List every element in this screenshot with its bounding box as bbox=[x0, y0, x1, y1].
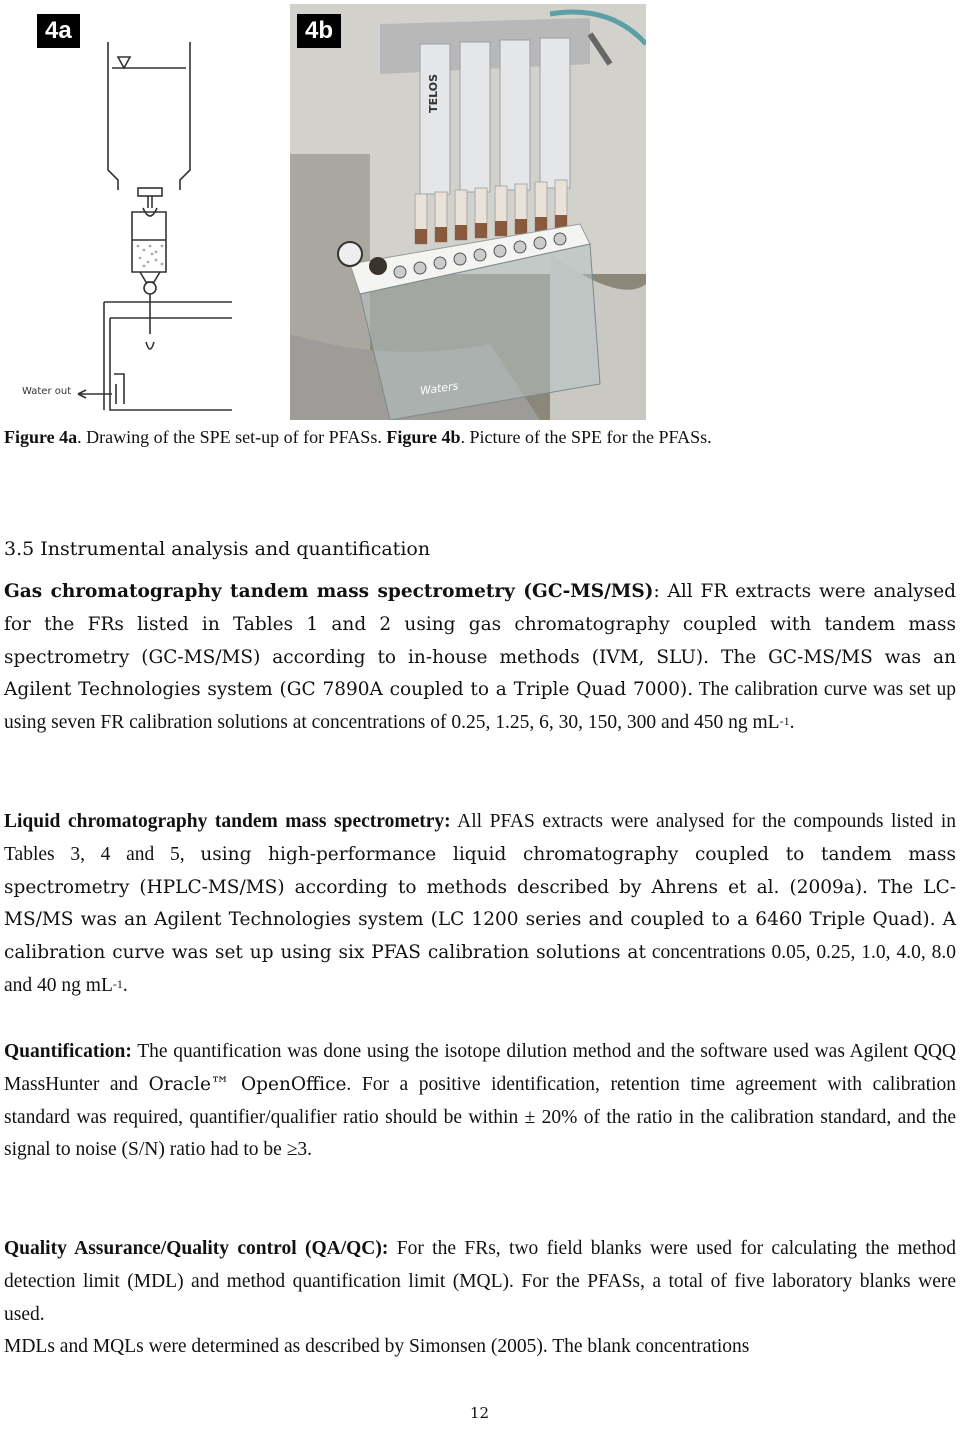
gc-sup: -1 bbox=[779, 714, 790, 729]
lc-end: . bbox=[122, 974, 128, 996]
caption-4b-text: . Picture of the SPE for the PFASs. bbox=[460, 427, 712, 447]
paragraph-lc bbox=[4, 806, 956, 1003]
photo-brand-label: TELOS bbox=[427, 74, 440, 113]
figure-4a-drawing bbox=[0, 2, 232, 414]
lc-text-2: using high-performance liquid chromatography coupled to tandem mass spectrometry (HPLC-MS/MS) according to methods described by Ahrens et al. (2009a). The LC-MS/MS was an Agilent Technologies system (LC 1200 series and coupled to a 6460 Triple Quad). A calibration curve was set up using six PFAS calibration solutions at bbox=[4, 843, 956, 964]
paragraph-quantification bbox=[4, 1036, 956, 1167]
figure-caption bbox=[4, 424, 944, 450]
spe-setup-drawing bbox=[0, 2, 232, 414]
section-heading: 3.5 Instrumental analysis and quantification bbox=[4, 538, 431, 560]
gc-end: . bbox=[789, 712, 795, 734]
paragraph-qaqc bbox=[4, 1233, 956, 1331]
qaqc-text-1: For the FRs, two field blanks were used for calculating the method detection limit (MDL) and method quantification limit (MQL). For the PFASs, a total of five laboratory blanks were used. bbox=[4, 1238, 956, 1325]
gc-text-1: : All FR extracts were analysed for the FRs listed in Tables 1 and 2 using gas chromatography coupled with tandem mass spectrometry (GC-MS/MS) according to in-house methods (IVM, SLU). The GC-MS/MS was an Agilent Technologies system (GC 7890A coupled to a Triple Quad 7000). bbox=[4, 581, 956, 701]
caption-4b-label: Figure 4b bbox=[386, 427, 461, 447]
water-out-label: Water out bbox=[22, 386, 72, 397]
mdl-text-1: MDLs and MQLs were determined as described by Simonsen (2005). The blank concentrations bbox=[4, 1336, 750, 1357]
caption-4a-label: Figure 4a bbox=[4, 427, 78, 447]
photo-waters-label: Waters bbox=[419, 379, 460, 398]
quant-text-4: ≥3. bbox=[286, 1139, 313, 1161]
lc-lead: Liquid chromatography tandem mass spectrometry: bbox=[4, 811, 451, 832]
qaqc-lead: Quality Assurance/Quality control (QA/QC): bbox=[4, 1238, 389, 1259]
quant-lead: Quantification: bbox=[4, 1041, 132, 1062]
quant-text-2: Oracle™ OpenOffice bbox=[148, 1073, 347, 1095]
figure-4a-label: 4a bbox=[37, 14, 80, 48]
figure-4b-photo bbox=[290, 4, 646, 420]
gc-lead: Gas chromatography tandem mass spectrometry (GC-MS/MS) bbox=[4, 581, 654, 602]
spe-photo-illustration bbox=[290, 4, 646, 420]
lc-sup: -1 bbox=[112, 976, 123, 991]
paragraph-gc bbox=[4, 576, 956, 740]
figure-4b-label: 4b bbox=[297, 14, 341, 48]
quant-text-3: . For a positive identification, retention time agreement with calibration standard was required, quantifier/qualifier ratio should be within ± 20% of the ratio in the calibration standard, and the signal to noise (S/N) ratio had to be bbox=[4, 1073, 957, 1161]
lc-text-1: All PFAS extracts were analysed for the compounds listed in Tables 3, 4 and 5, bbox=[4, 811, 956, 865]
page-number: 12 bbox=[470, 1404, 490, 1422]
caption-4a-text: . Drawing of the SPE set-up of for PFASs. bbox=[77, 427, 387, 447]
lc-text-3: concentrations 0.05, 0.25, 1.0, 4.0, 8.0 and 40 ng mL bbox=[4, 942, 956, 996]
paragraph-mdl bbox=[4, 1331, 956, 1364]
gc-text-2: The calibration curve was set up using seven FR calibration solutions at concentrations of 0.25, 1.25, 6, 30, 150, 300 and 450 ng mL bbox=[4, 679, 956, 734]
quant-text-1: The quantification was done using the isotope dilution method and the software used was Agilent QQQ MassHunter and bbox=[4, 1041, 956, 1095]
